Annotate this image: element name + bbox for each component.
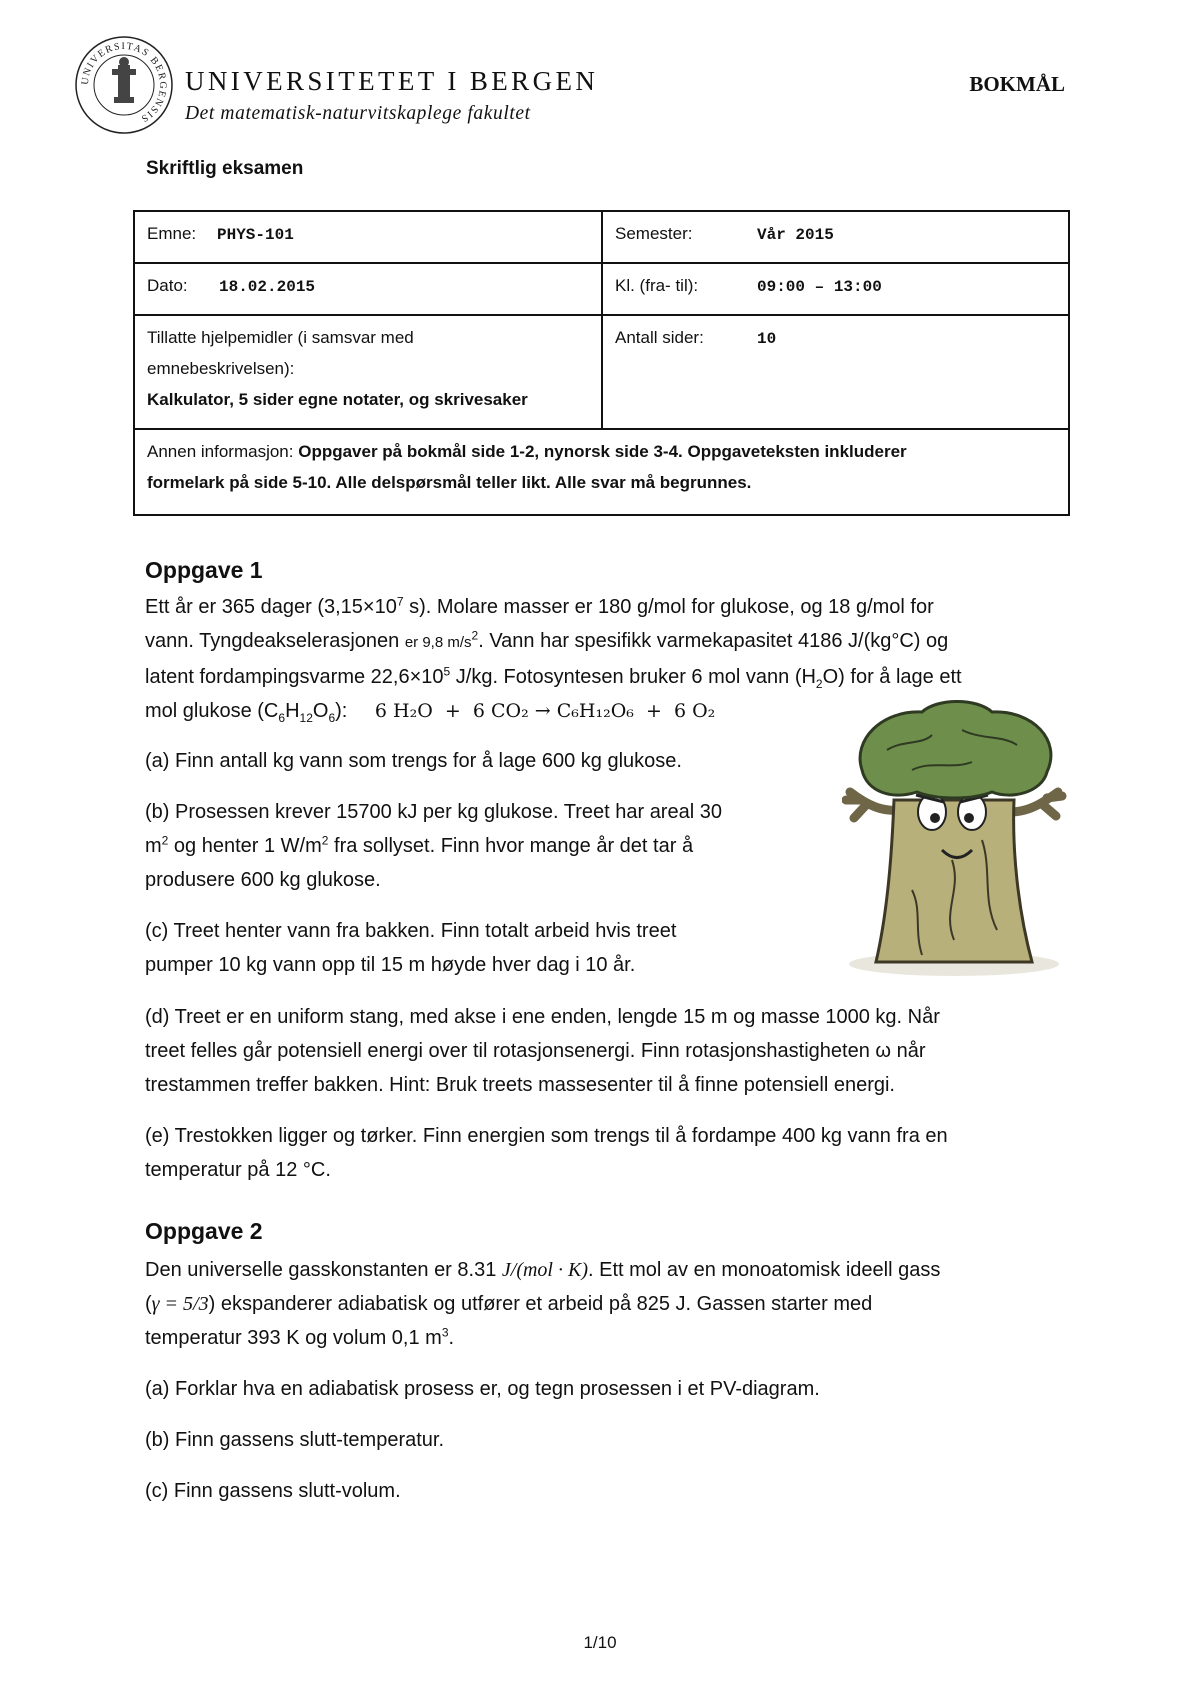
pages-label: Antall sider: (615, 328, 704, 347)
other-info-value-line2: formelark på side 5-10. Alle delspørsmål teller likt. Alle svar må begrunnes. (147, 473, 752, 492)
aids-cell (134, 315, 602, 429)
task2-intro: Den universelle gasskonstanten er 8.31 J/(mol · K). Ett mol av en monoatomisk ideell gass (γ = 5/3) ekspanderer adiabatisk og utfører et arbeid på 825 J. Gassen starter med temperatur 393 K og volum 0,1 $m^3$. (145, 1259, 941, 1349)
other-info-value-line1: Oppgaver på bokmål side 1-2, nynorsk side 3-4. Oppgaveteksten inkluderer (298, 442, 907, 461)
university-seal-icon (74, 35, 174, 135)
task1-heading: Oppgave 1 (145, 557, 263, 583)
semester-cell (602, 211, 1069, 263)
page-number: 1/10 (583, 1633, 617, 1652)
emne-label: Emne: (147, 224, 197, 243)
university-name: UNIVERSITETET I BERGEN (185, 66, 599, 96)
task2-heading: Oppgave 2 (145, 1218, 263, 1244)
aids-label-line2: emnebeskrivelsen): (147, 359, 295, 378)
other-info-label: Annen informasjon: (147, 442, 294, 461)
aids-value: Kalkulator, 5 sider egne notater, og skrivesaker (147, 390, 528, 409)
other-info-cell (134, 429, 1069, 515)
exam-type-title: Skriftlig eksamen (146, 158, 304, 179)
cartoon-tree-illustration (842, 700, 1067, 980)
exam-info-table (133, 210, 1070, 516)
pages-value: 10 (757, 330, 777, 348)
aids-label-line1: Tillatte hjelpemidler (i samsvar med (147, 328, 414, 347)
time-label: Kl. (fra- til): (615, 276, 699, 295)
dato-value: 18.02.2015 (219, 278, 316, 296)
task1-intro: Ett år er 365 dager ($3,15\times 10^7$ s). Molare masser er 180 g/mol for glukose, og 18 g/mol for vann. Tyngdeakselerasjonen er 9,8 $m/s^2$. Vann har spesifikk varmekapasitet 4186 J/(kg°C) og latent fordampingsvarme $22,6\times 10^5$ J/kg. Fotosyntesen bruker 6 mol vann $(H_2O)$ for å lage ett mol glukose $(C_6H_{12}O_6)$: 6 H₂O + 6 CO₂ → C₆H₁₂O₆ + 6 O₂ (145, 594, 962, 725)
emne-value: PHYS-101 (217, 226, 294, 244)
task2-a: (a) Forklar hva en adiabatisk prosess er, og tegn prosessen i et PV-diagram. (145, 1378, 820, 1400)
task2-c: (c) Finn gassens slutt-volum. (145, 1480, 401, 1502)
task1-b: (b) Prosessen krever 15700 kJ per kg glukose. Treet har areal 30 $m^2$ og henter 1 $W/m^2$ fra sollyset. Finn hvor mange år det tar å produsere 600 kg glukose. (145, 801, 722, 891)
semester-value: Vår 2015 (757, 226, 834, 244)
dato-label: Dato: (147, 276, 188, 295)
task1-d: (d) Treet er en uniform stang, med akse i ene enden, lengde 15 m og masse 1000 kg. Når treet felles går potensiell energi over til rotasjonsenergi. Finn rotasjonshastigheten ω når trestammen treffer bakken. Hint: Bruk treets massesenter til å finne potensiell energi. (145, 1006, 940, 1096)
seal-text: UNIVERSITAS BERGENSIS (79, 40, 169, 125)
task1-c: (c) Treet henter vann fra bakken. Finn totalt arbeid hvis treet pumper 10 kg vann opp til 15 m høyde hver dag i 10 år. (145, 920, 677, 976)
faculty-name: Det matematisk-naturvitskaplege fakultet (185, 103, 531, 124)
pages-cell (602, 315, 1069, 429)
task1-e: (e) Trestokken ligger og tørker. Finn energien som trengs til å fordampe 400 kg vann fra en temperatur på 12 °C. (145, 1125, 948, 1181)
time-cell (602, 263, 1069, 315)
task2-b: (b) Finn gassens slutt-temperatur. (145, 1429, 445, 1451)
emne-cell (134, 211, 602, 263)
dato-cell (134, 263, 602, 315)
photosynthesis-equation: 6 H₂O + 6 CO₂ → C₆H₁₂O₆ + 6 O₂ (374, 700, 716, 722)
time-value: 09:00 – 13:00 (757, 278, 882, 296)
task1-a: (a) Finn antall kg vann som trengs for å lage 600 kg glukose. (145, 750, 682, 772)
semester-label: Semester: (615, 224, 693, 243)
language-label: BOKMÅL (969, 72, 1065, 96)
